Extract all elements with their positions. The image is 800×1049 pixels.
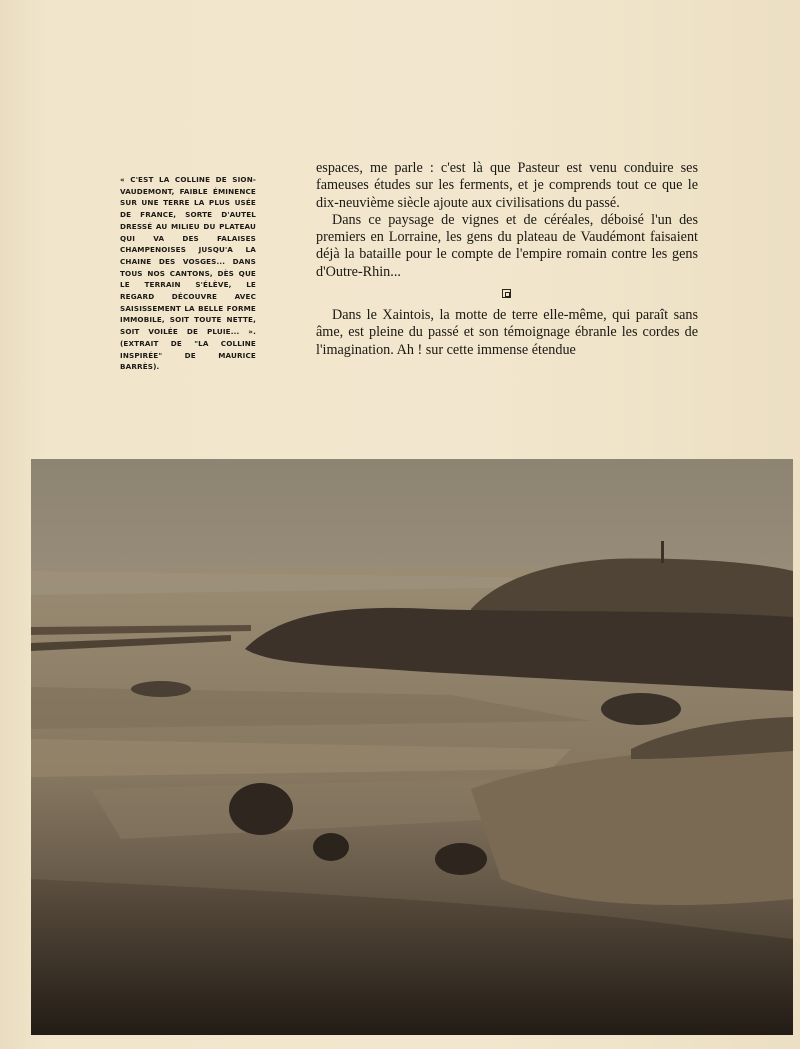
paragraph-1: espaces, me parle : c'est là que Pasteur est venu conduire ses fameuses études sur les ferments, et je comprends tout ce que le dix-neuvième siècle ajoute aux civilisations du passé. [316, 160, 698, 211]
photo-caption: « C'EST LA COLLINE DE SION-VAUDEMONT, FAIBLE ÉMINENCE SUR UNE TERRE LA PLUS USÉE DE FRANCE, SORTE D'AUTEL DRESSÉ AU MILIEU DU PLATEAU QUI VA DES FALAISES CHAMPENOISES JUSQU'A LA CHAINE DES VOSGES... DANS TOUS NOS CANTONS, DÈS QUE LE TERRAIN S'ÉLÈVE, LE REGARD DÉCOUVRE AVEC SAISISSEMENT LA BELLE FORME IMMOBILE, SOIT TOUTE NETTE, SOIT VOILÉE DE PLUIE... ». (EXTRAIT DE "LA COLLINE INSPIRÉE" DE MAURICE BARRÈS). [120, 175, 256, 372]
section-ornament-icon [502, 289, 511, 298]
paragraph-2: Dans ce paysage de vignes et de céréales, déboisé l'un des premiers en Lorraine, les gens du plateau de Vaudémont faisaient déjà la bataille pour le compte de l'empire romain contre les gens d'Outre-Rhin... [316, 211, 698, 280]
landscape-photo-illustration [31, 459, 793, 1035]
paragraph-3: Dans le Xaintois, la motte de terre elle-même, qui paraît sans âme, est pleine du passé et son témoignage ébranle les cordes de l'imagination. Ah ! sur cette immense étendue [316, 307, 698, 358]
article-text [316, 160, 698, 359]
landscape-photo [31, 459, 793, 1035]
